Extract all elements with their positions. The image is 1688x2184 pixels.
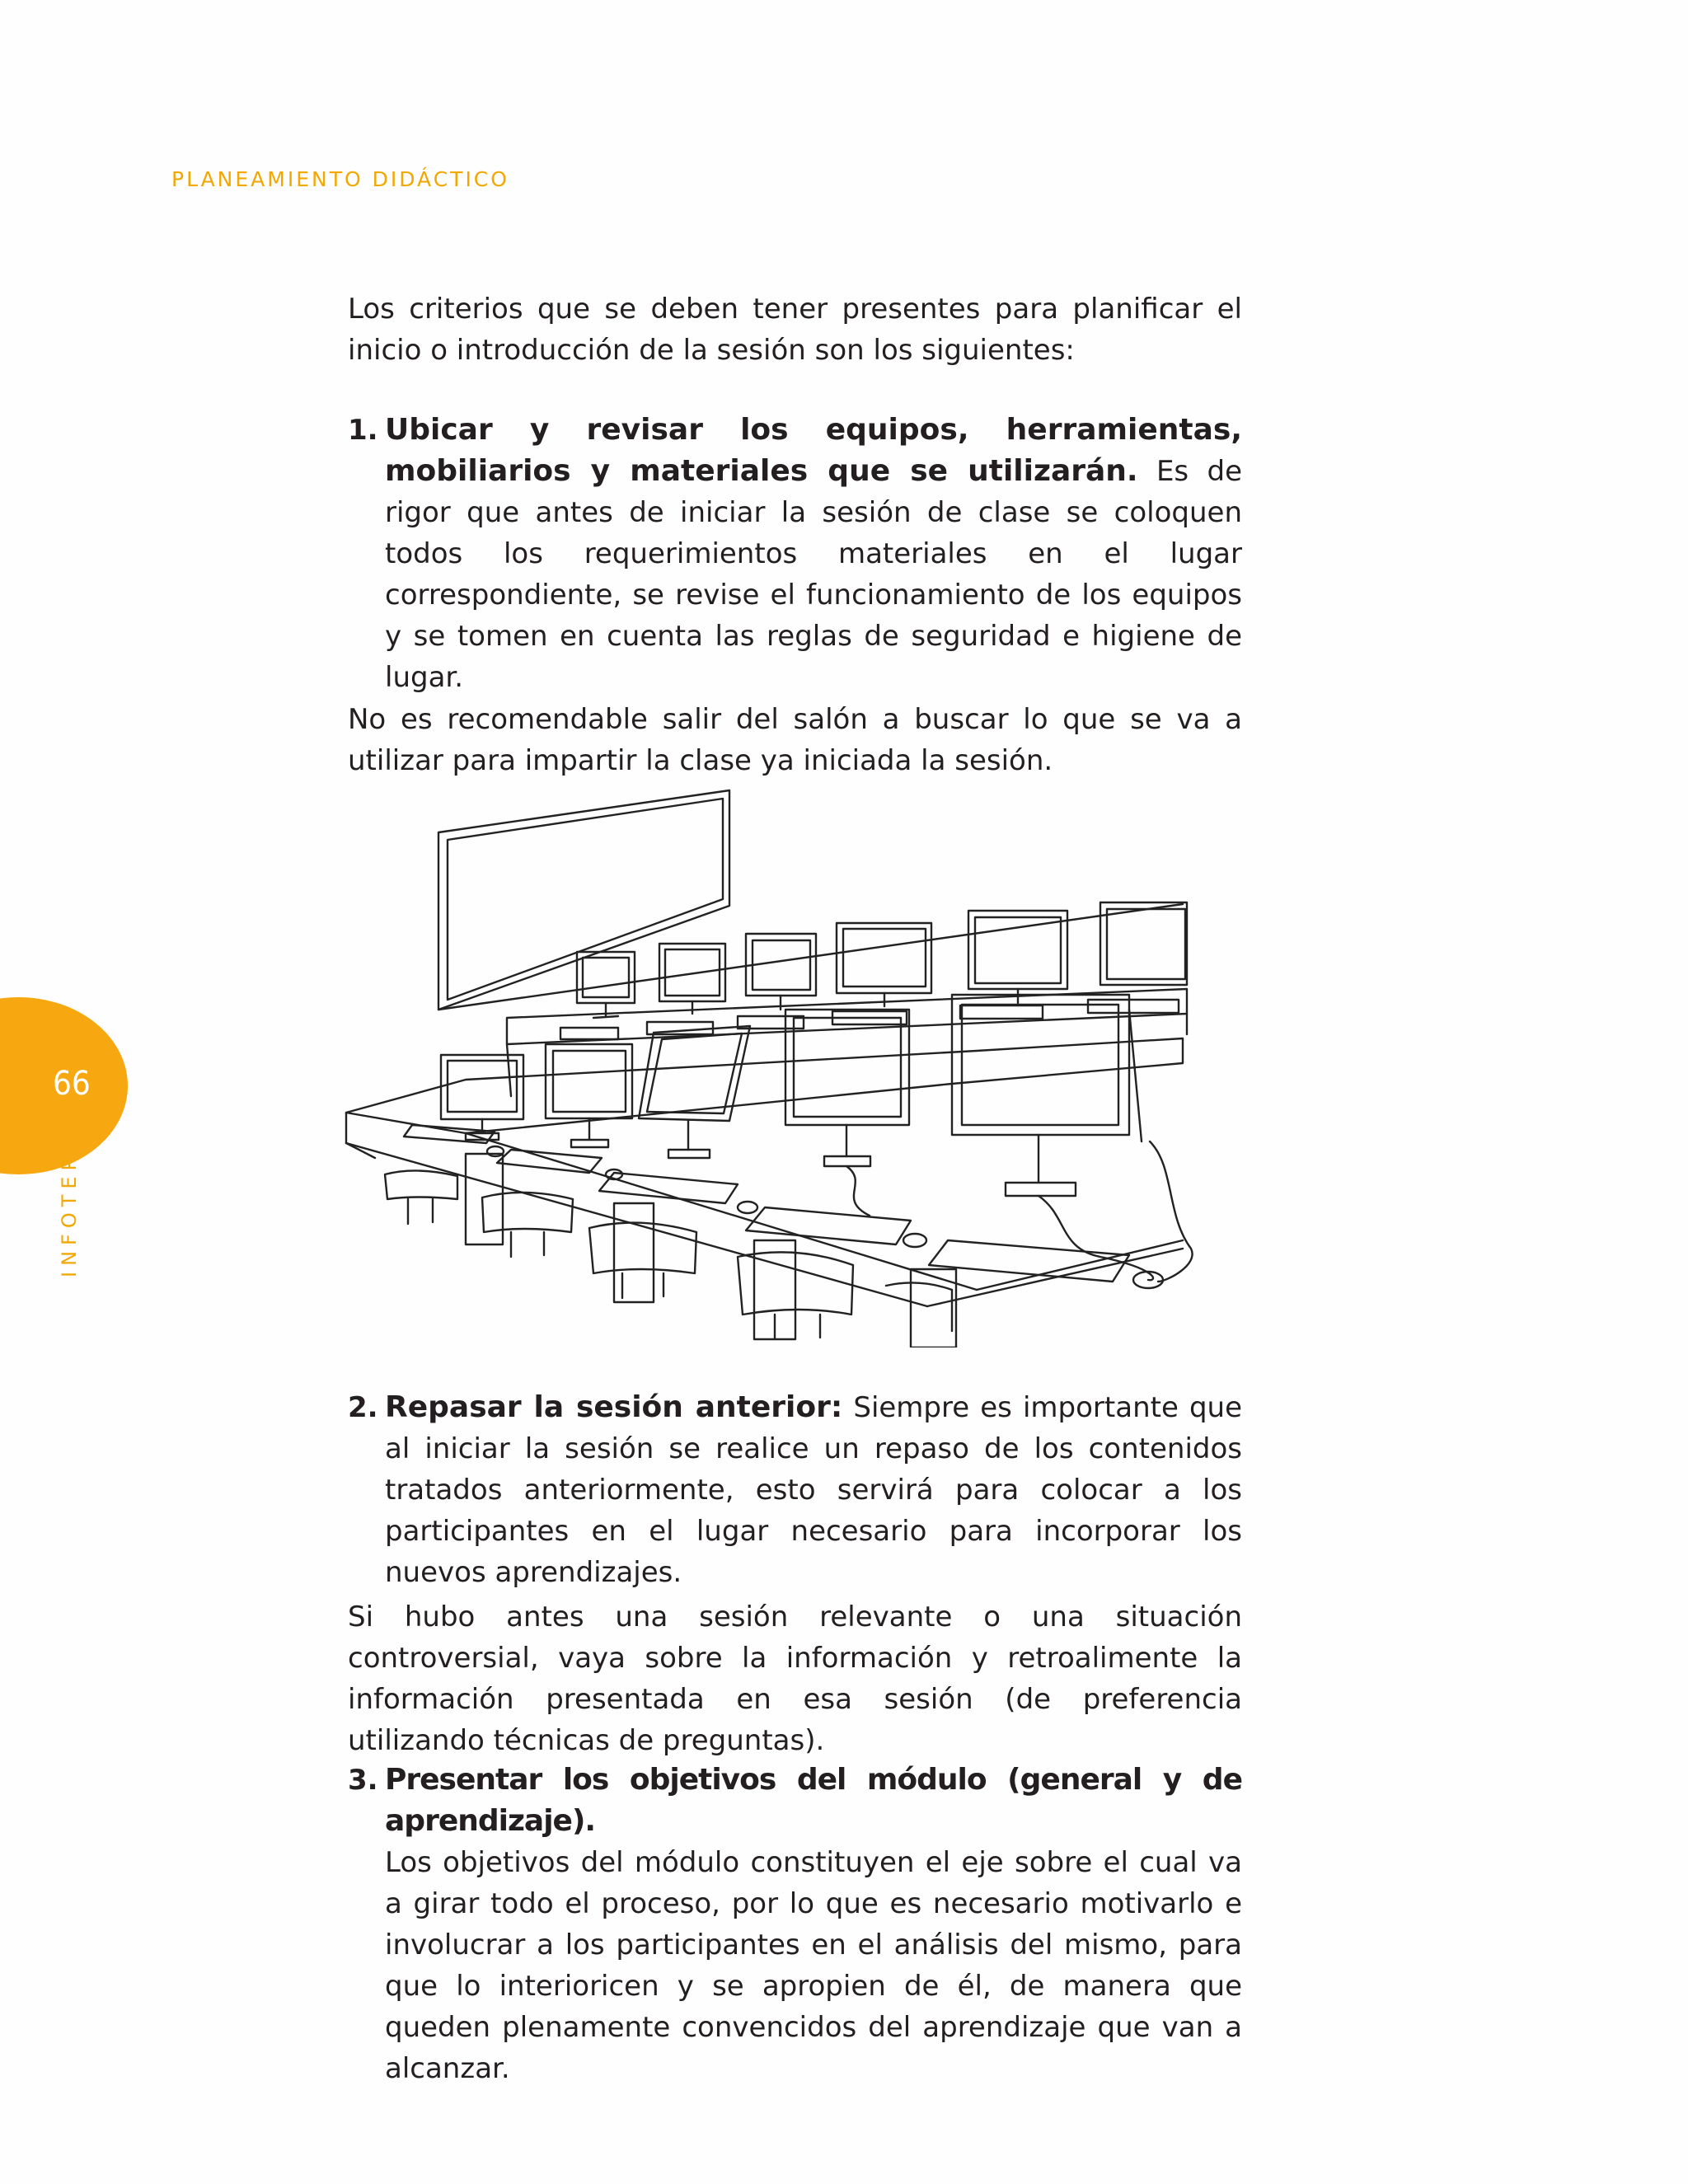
item-number: 1. xyxy=(348,414,378,447)
publisher-label: INFOTEP xyxy=(58,1152,81,1277)
item-number: 2. xyxy=(348,1391,378,1424)
running-header: PLANEAMIENTO DIDÁCTICO xyxy=(171,167,509,191)
item-title: Repasar la sesión anterior: xyxy=(385,1390,843,1424)
item-text: Los objetivos del módulo constituyen el eje sobre el cual va a girar todo el proceso, por lo que es necesario motivarlo e involucrar a los participantes en el análisis del mismo, para que lo interioricen y se apropien de él, de manera que queden plenamente convencidos del aprendizaje que van a alcanzar. xyxy=(385,1846,1242,2085)
list-item-1 xyxy=(348,410,1242,698)
computer-lab-illustration xyxy=(342,787,1278,1347)
list-item-3 xyxy=(348,1760,1242,2089)
paragraph-after-item-1: No es recomendable salir del salón a buscar lo que se va a utilizar para impartir la clase ya iniciada la sesión. xyxy=(348,703,1242,777)
intro-paragraph: Los criterios que se deben tener presentes para planificar el inicio o introducción de la sesión son los siguientes: xyxy=(348,293,1242,367)
list-item-2 xyxy=(348,1387,1242,1593)
item-title: Ubicar y revisar los equipos, herramientas, mobiliarios y materiales que se utilizarán. xyxy=(385,413,1242,488)
paragraph-after-item-2: Si hubo antes una sesión relevante o una situación controversial, vaya sobre la información y retroalimente la información presentada en esa sesión (de preferencia utilizando técnicas de preguntas). xyxy=(348,1601,1242,1757)
item-number: 3. xyxy=(348,1764,378,1797)
item-title: Presentar los objetivos del módulo (general y de aprendizaje). xyxy=(385,1763,1242,1838)
page-number: 66 xyxy=(53,1065,91,1103)
item-text: Es de rigor que antes de iniciar la sesión de clase se coloquen todos los requerimientos materiales en el lugar correspondiente, se revise el funcionamiento de los equipos y se tomen en cuenta las reglas de seguridad e higiene de lugar. xyxy=(385,455,1243,694)
item-text: Siempre es importante que al iniciar la sesión se realice un repaso de los contenidos tratados anteriormente, esto servirá para colocar a los participantes en el lugar necesario para incorporar los nuevos aprendizajes. xyxy=(385,1391,1243,1589)
